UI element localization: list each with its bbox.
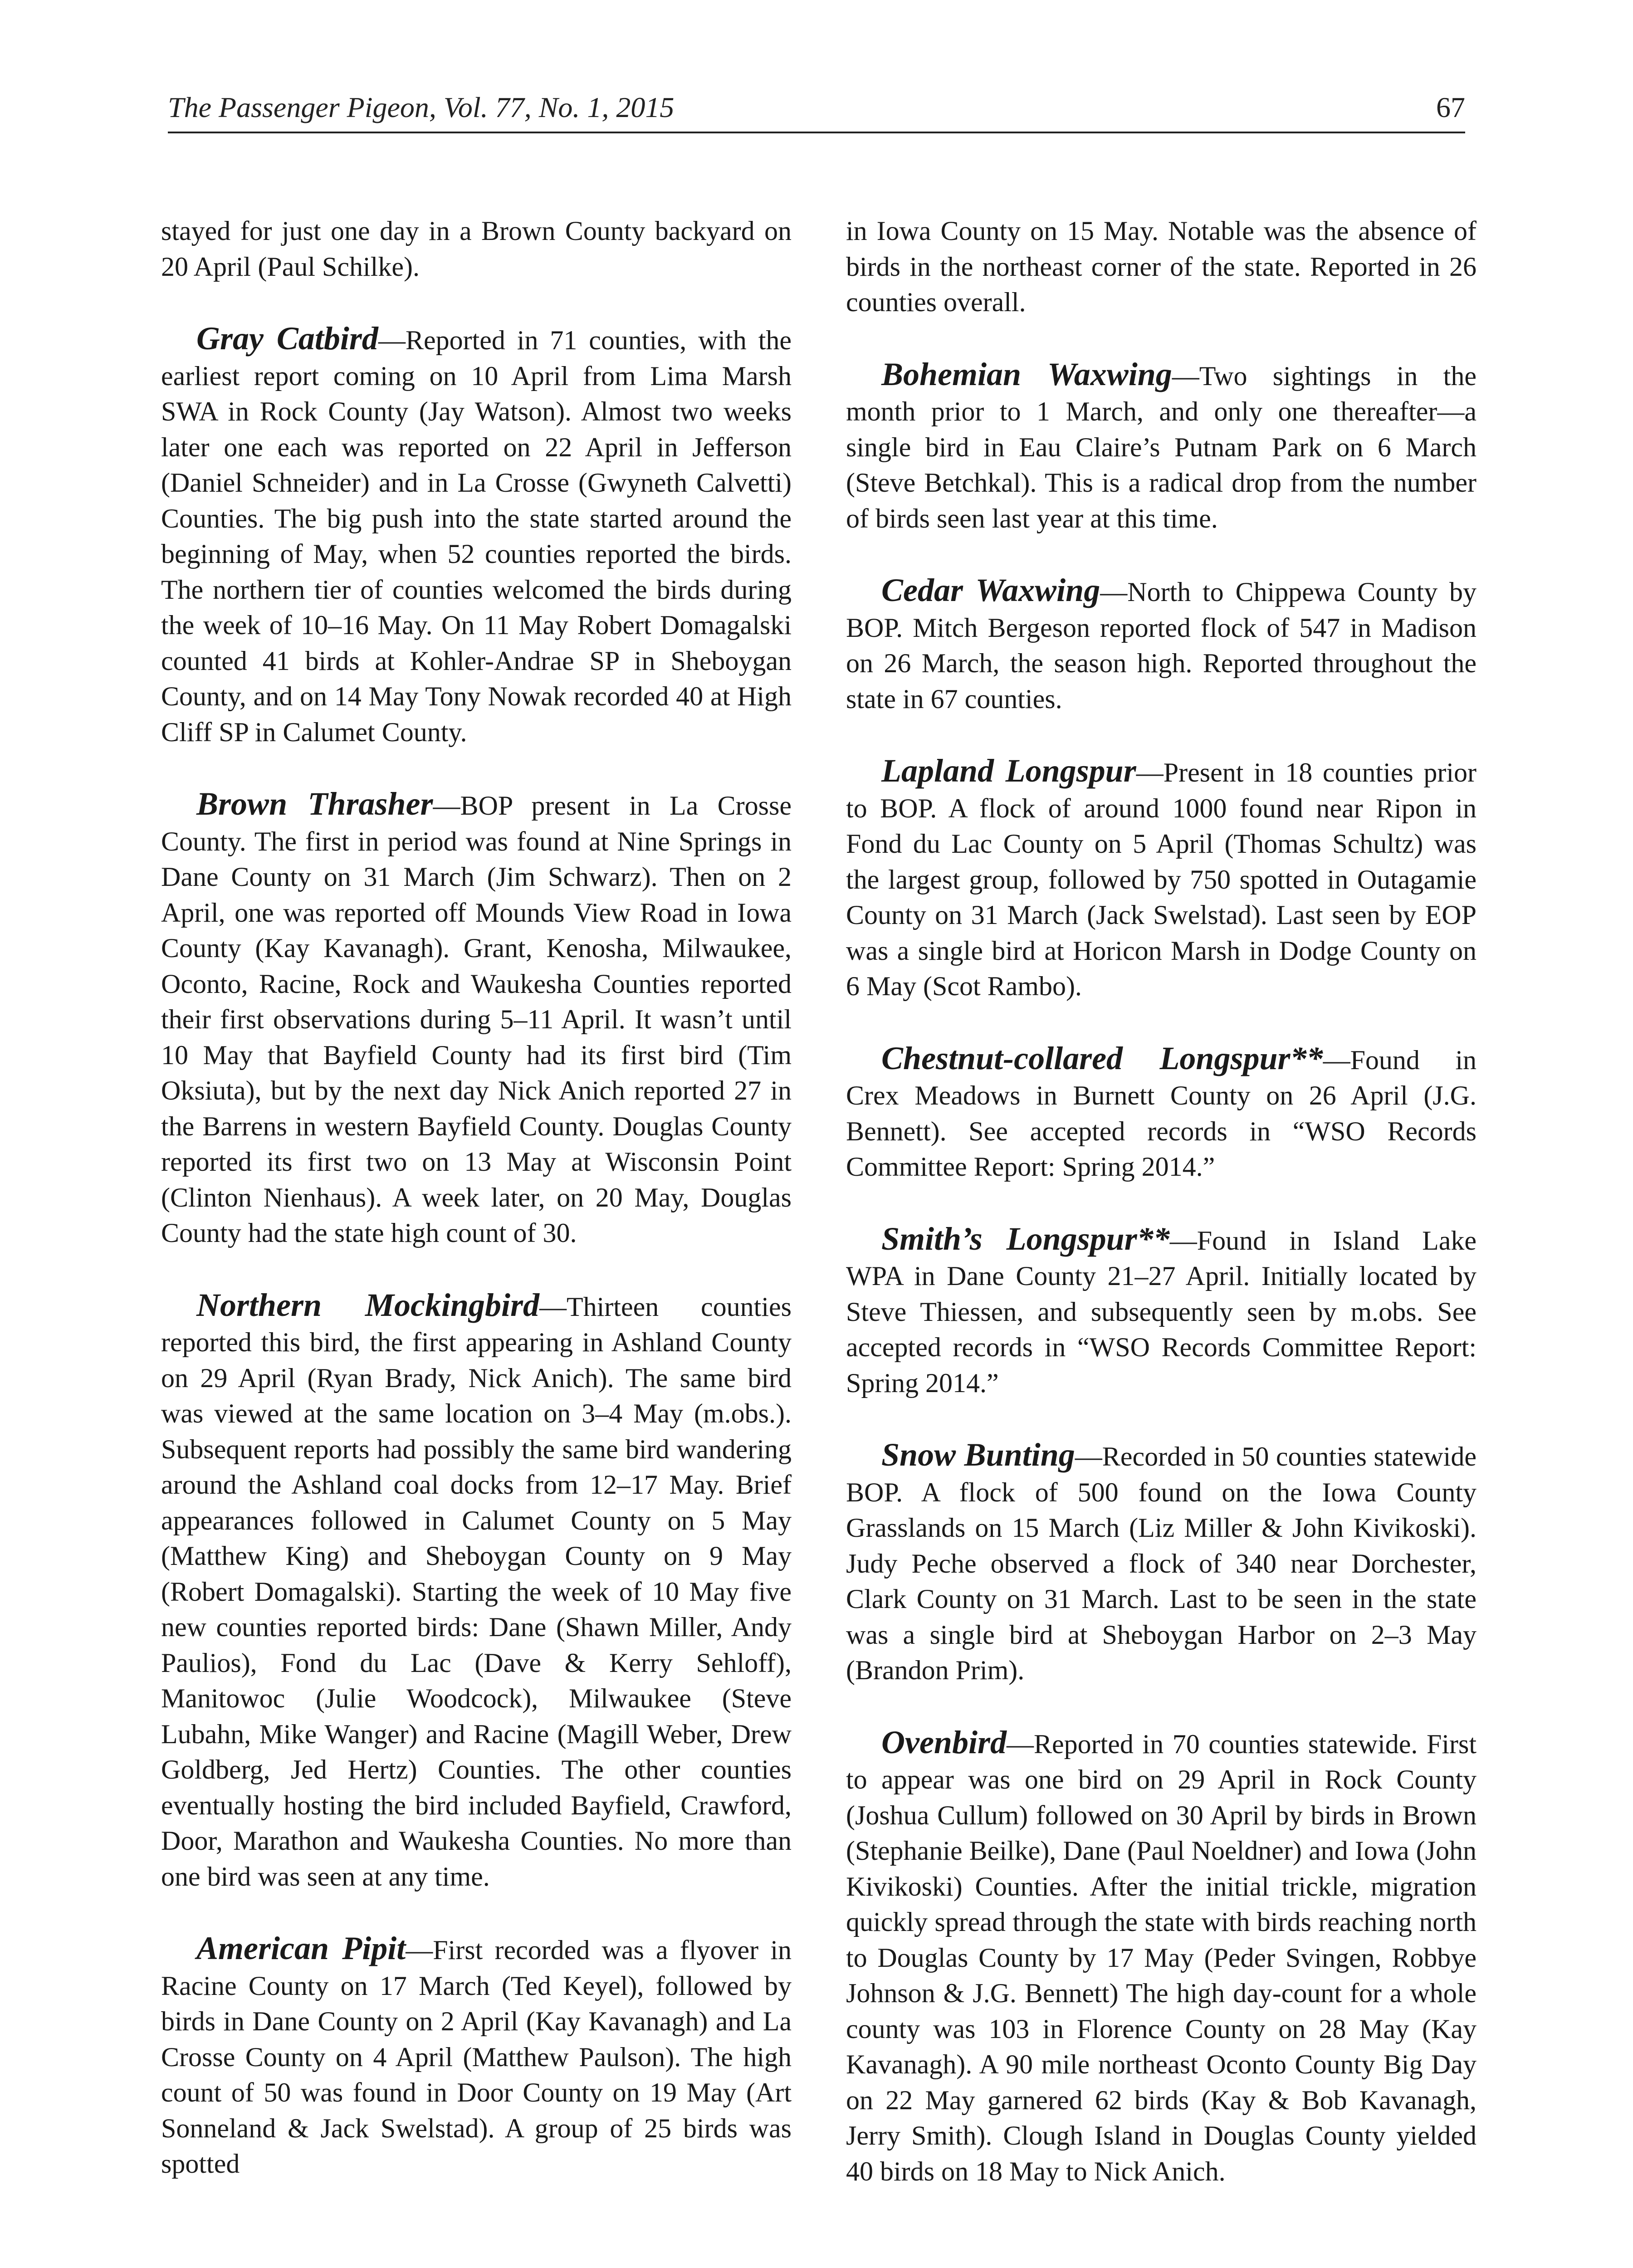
entry-text: —Reported in 70 counties statewide. First to appear was one bird on 29 April in Rock County (Joshua Cullum) followed on 30 April by birds in Brown (Stephanie Beilke), Dane (Paul Noeldner) and Iowa (John Kivikoski) Counties. After the initial trickle, migration quickly spread through the state with birds reaching north to Douglas County by 17 May (Peder Svingen, Robbye Johnson & J.G. Bennett) The high day-count for a whole county was 103 in Florence County on 28 May (Kay Kavanagh). A 90 mile northeast Oconto County Big Day on 22 May garnered 62 birds (Kay & Bob Kavanagh, Jerry Smith). Clough Island in Douglas County yielded 40 birds on 18 May to Nick Anich. xyxy=(846,1729,1477,2186)
entry-text: —Reported in 71 counties, with the earliest report coming on 10 April from Lima Marsh SWA in Rock County (Jay Watson). Almost two weeks later one each was reported on 22 April in Jefferson (Daniel Schneider) and in La Crosse (Gwyneth Calvetti) Counties. The big push into the state started around the beginning of May, when 52 counties reported the birds. The northern tier of counties welcomed the birds during the week of 10–16 May. On 11 May Robert Domagalski counted 41 birds at Kohler-Andrae SP in Sheboygan County, and on 14 May Tony Nowak recorded 40 at High Cliff SP in Calumet County. xyxy=(161,325,792,747)
entry-text: —Found in Island Lake WPA in Dane County 21–27 April. Initially located by Steve Thiessen, and subsequently seen by m.obs. See accepted records in “WSO Records Committee Report: Spring 2014.” xyxy=(846,1225,1477,1398)
page-number: 67 xyxy=(1436,91,1465,123)
entry-text: —BOP present in La Crosse County. The first in period was found at Nine Springs in Dane County on 31 March (Jim Schwarz). Then on 2 April, one was reported off Mounds View Road in Iowa County (Kay Kavanagh). Grant, Kenosha, Milwaukee, Oconto, Racine, Rock and Waukesha Counties reported their first observations during 5–11 April. It wasn’t until 10 May that Bayfield County had its first bird (Tim Oksiuta), but by the next day Nick Anich reported 27 in the Barrens in western Bayfield County. Douglas County reported its first two on 13 May at Wisconsin Point (Clinton Nienhaus). A week later, on 20 May, Douglas County had the state high count of 30. xyxy=(161,791,792,1248)
running-header xyxy=(168,82,1465,133)
species-entry-northern-mockingbird xyxy=(161,1287,792,1895)
species-entry-snow-bunting xyxy=(846,1437,1477,1688)
species-entry-chestnut-collared-longspur xyxy=(846,1041,1477,1185)
entry-text: —Two sightings in the month prior to 1 March, and only one thereafter—a single bird in Eau Claire’s Putnam Park on 6 March (Steve Betchkal). This is a radical drop from the number of birds seen last year at this time. xyxy=(846,361,1477,533)
species-name: Gray Catbird xyxy=(196,320,378,357)
species-name: Bohemian Waxwing xyxy=(881,356,1172,392)
entry-text: —Recorded in 50 counties statewide BOP. A flock of 500 found on the Iowa County Grasslands on 15 March (Liz Miller & John Kivikoski). Judy Peche observed a flock of 340 near Dorchester, Clark County on 31 March. Last to be seen in the state was a single bird at Sheboygan Harbor on 2–3 May (Brandon Prim). xyxy=(846,1442,1477,1685)
species-name: Ovenbird xyxy=(881,1724,1007,1760)
species-entry-brown-thrasher xyxy=(161,786,792,1251)
entry-text: stayed for just one day in a Brown County backyard on 20 April (Paul Schilke). xyxy=(161,216,792,282)
entry-text: —Thirteen counties reported this bird, the first appearing in Ashland County on 29 April (Ryan Brady, Nick Anich). The same bird was viewed at the same location on 3–4 May (m.obs.). Subsequent reports had possibly the same bird wandering around the Ashland coal docks from 12–17 May. Brief appearances followed in Calumet County on 5 May (Matthew King) and Sheboygan County on 9 May (Robert Domagalski). Starting the week of 10 May five new counties reported birds: Dane (Shawn Miller, Andy Paulios), Fond du Lac (Dave & Kerry Sehloff), Manitowoc (Julie Woodcock), Milwaukee (Steve Lubahn, Mike Wanger) and Racine (Magill Weber, Drew Goldberg, Jed Hertz) Counties. The other counties eventually hosting the bird included Bayfield, Crawford, Door, Marathon and Waukesha Counties. No more than one bird was seen at any time. xyxy=(161,1291,792,1892)
species-name: Brown Thrasher xyxy=(196,786,433,822)
species-entry-smiths-longspur xyxy=(846,1221,1477,1401)
species-name: Smith’s Longspur** xyxy=(881,1220,1170,1257)
species-name: Snow Bunting xyxy=(881,1437,1075,1473)
journal-title: The Passenger Pigeon, Vol. 77, No. 1, 2015 xyxy=(168,91,675,123)
species-entry-ovenbird xyxy=(846,1725,1477,2190)
species-name: Cedar Waxwing xyxy=(881,572,1100,608)
entry-text: —Present in 18 counties prior to BOP. A flock of around 1000 found near Ripon in Fond du Lac County on 5 April (Thomas Schultz) was the largest group, followed by 750 spotted in Outagamie County on 31 March (Jack Swelstad). Last seen by EOP was a single bird at Horicon Marsh in Dodge County on 6 May (Scot Rambo). xyxy=(846,758,1477,1001)
entry-text: —North to Chippewa County by BOP. Mitch Bergeson reported flock of 547 in Madison on 26 March, the season high. Reported throughout the state in 67 counties. xyxy=(846,577,1477,714)
species-name: Northern Mockingbird xyxy=(196,1286,539,1323)
entry-text: —Found in Crex Meadows in Burnett County on 26 April (J.G. Bennett). See accepted records in “WSO Records Committee Report: Spring 2014.” xyxy=(846,1045,1477,1182)
entry-text: in Iowa County on 15 May. Notable was the absence of birds in the northeast corner of the state. Reported in 26 counties overall. xyxy=(846,216,1477,317)
right-column xyxy=(846,213,1477,2225)
species-entry-gray-catbird xyxy=(161,321,792,750)
left-column xyxy=(161,213,792,2218)
entry-text: —First recorded was a flyover in Racine County on 17 March (Ted Keyel), followed by birds in Dane County on 2 April (Kay Kavanagh) and La Crosse County on 4 April (Matthew Paulson). The high count of 50 was found in Door County on 19 May (Art Sonneland & Jack Swelstad). A group of 25 birds was spotted xyxy=(161,1935,792,2179)
species-entry-lapland-longspur xyxy=(846,753,1477,1004)
species-entry-cedar-waxwing xyxy=(846,572,1477,717)
species-entry-bohemian-waxwing xyxy=(846,357,1477,537)
species-entry-american-pipit xyxy=(161,1931,792,2182)
species-name: Chestnut-collared Longspur** xyxy=(881,1040,1323,1076)
species-entry-continued xyxy=(161,213,792,284)
species-name: American Pipit xyxy=(196,1930,406,1966)
species-name: Lapland Longspur xyxy=(881,753,1136,789)
species-entry-continued xyxy=(846,213,1477,320)
